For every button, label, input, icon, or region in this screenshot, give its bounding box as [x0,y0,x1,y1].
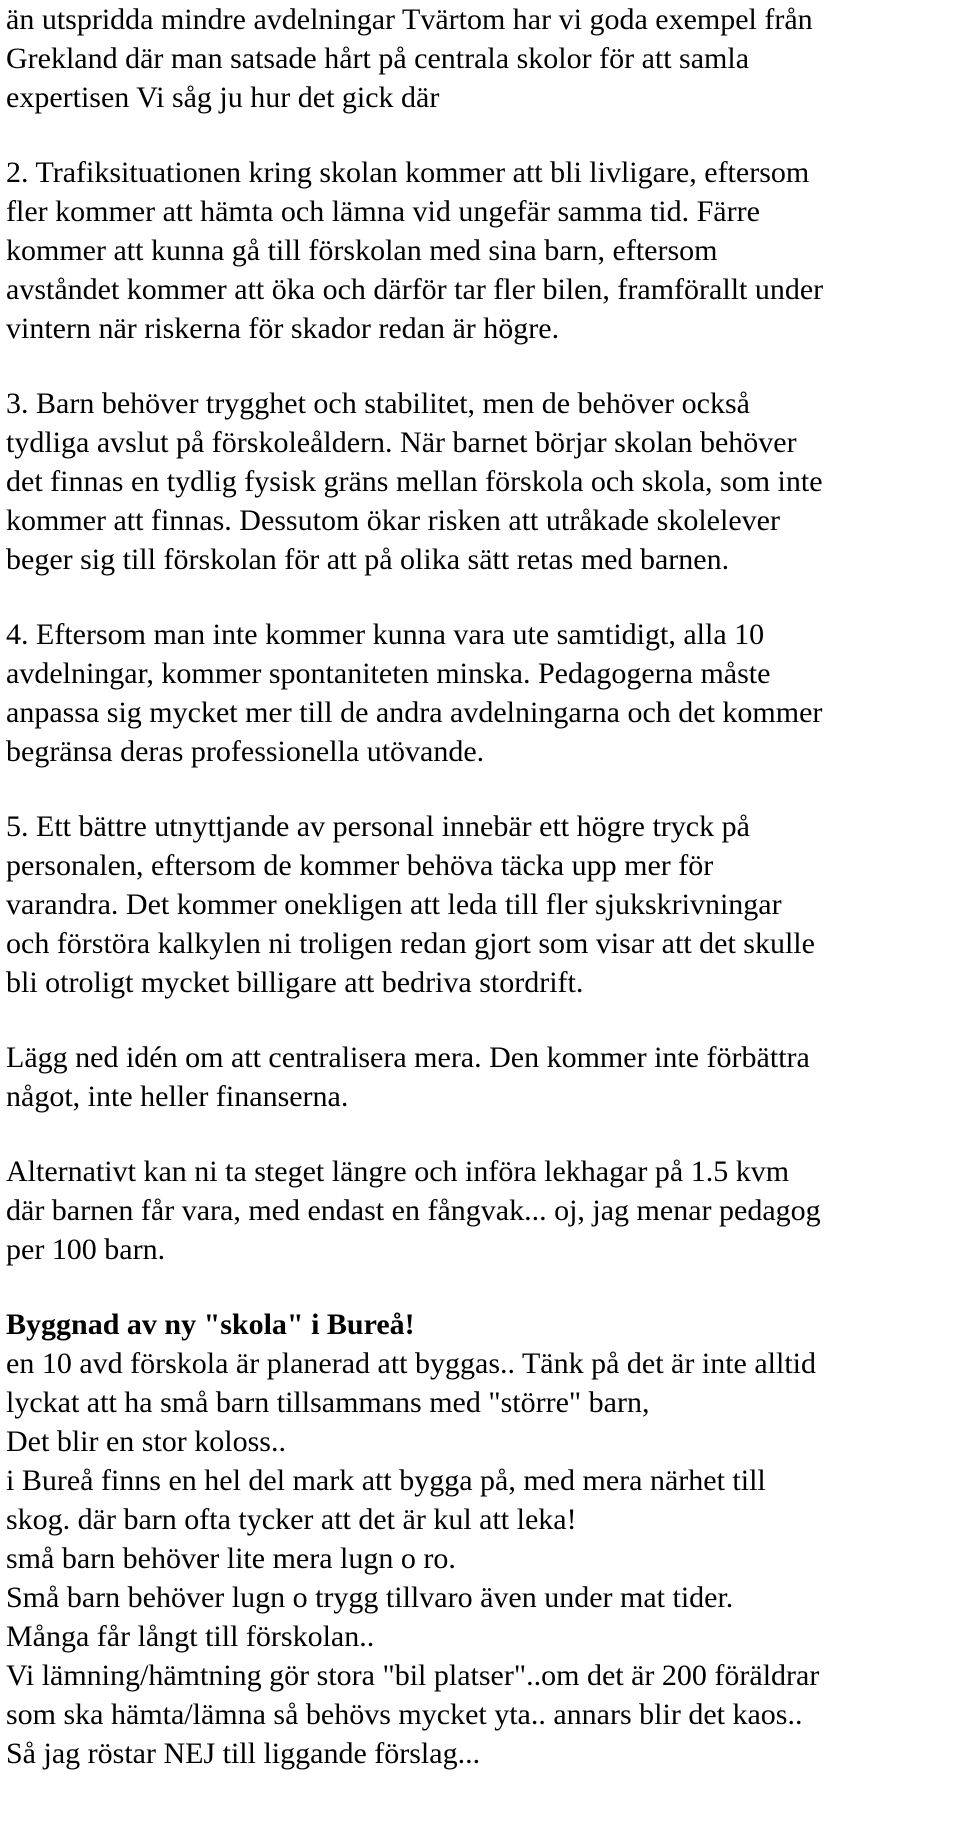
alternative-paragraph [6,1152,954,1269]
text-line: kommer att finnas. Dessutom ökar risken att utråkade skolelever [6,504,780,537]
point-3-paragraph [6,384,954,579]
point-4-paragraph [6,615,954,771]
text-line: som ska hämta/lämna så behövs mycket yta.. annars blir det kaos.. [6,1698,803,1731]
text-line: Alternativt kan ni ta steget längre och införa lekhagar på 1.5 kvm [6,1155,790,1188]
text-line: beger sig till förskolan för att på olika sätt retas med barnen. [6,543,730,576]
document-page [6,0,954,1773]
text-line: 4. Eftersom man inte kommer kunna vara ute samtidigt, alla 10 [6,618,765,651]
paragraph-spacer [6,579,954,615]
text-line: skog. där barn ofta tycker att det är kul att leka! [6,1503,577,1536]
text-line: Grekland där man satsade hårt på centrala skolor för att samla [6,42,750,75]
text-line: det finnas en tydlig fysisk gräns mellan förskola och skola, som inte [6,465,823,498]
text-line: tydliga avslut på förskoleåldern. När barnet börjar skolan behöver [6,426,797,459]
text-line: och förstöra kalkylen ni troligen redan gjort som visar att det skulle [6,927,815,960]
text-line: varandra. Det kommer onekligen att leda till fler sjukskrivningar [6,888,782,921]
paragraph-spacer [6,1002,954,1038]
text-line: Lägg ned idén om att centralisera mera. Den kommer inte förbättra [6,1041,810,1074]
text-line: 5. Ett bättre utnyttjande av personal innebär ett högre tryck på [6,810,750,843]
paragraph-spacer [6,1269,954,1305]
text-line: vintern när riskerna för skador redan är högre. [6,312,560,345]
text-line: expertisen Vi såg ju hur det gick där [6,81,440,114]
text-line: begränsa deras professionella utövande. [6,735,485,768]
text-line: anpassa sig mycket mer till de andra avdelningarna och det kommer [6,696,823,729]
second-comment [6,1305,954,1773]
paragraph-spacer [6,117,954,153]
text-line: avdelningar, kommer spontaniteten minska. Pedagogerna måste [6,657,771,690]
comment-heading: Byggnad av ny "skola" i Bureå! [6,1308,415,1341]
conclusion-paragraph [6,1038,954,1116]
text-line: kommer att kunna gå till förskolan med sina barn, eftersom [6,234,718,267]
text-line: små barn behöver lite mera lugn o ro. [6,1542,456,1575]
text-line: avståndet kommer att öka och därför tar fler bilen, framförallt under [6,273,824,306]
text-line: Så jag röstar NEJ till liggande förslag... [6,1737,481,1770]
text-line: där barnen får vara, med endast en fångvak... oj, jag menar pedagog [6,1194,821,1227]
text-line: Små barn behöver lugn o trygg tillvaro även under mat tider. [6,1581,734,1614]
paragraph-spacer [6,348,954,384]
text-line: bli otroligt mycket billigare att bedriva stordrift. [6,966,584,999]
text-line: per 100 barn. [6,1233,166,1266]
point-5-paragraph [6,807,954,1002]
text-line: Vi lämning/hämtning gör stora "bil platser"..om det är 200 föräldrar [6,1659,820,1692]
paragraph-spacer [6,771,954,807]
text-line: fler kommer att hämta och lämna vid ungefär samma tid. Färre [6,195,760,228]
text-line: lyckat att ha små barn tillsammans med "större" barn, [6,1386,650,1419]
text-line: i Bureå finns en hel del mark att bygga på, med mera närhet till [6,1464,766,1497]
text-line: något, inte heller finanserna. [6,1080,349,1113]
intro-paragraph [6,0,954,117]
text-line: 2. Trafiksituationen kring skolan kommer att bli livligare, eftersom [6,156,810,189]
text-line: 3. Barn behöver trygghet och stabilitet, men de behöver också [6,387,750,420]
text-line: än utspridda mindre avdelningar Tvärtom har vi goda exempel från [6,3,813,36]
text-line: en 10 avd förskola är planerad att byggas.. Tänk på det är inte alltid [6,1347,816,1380]
text-line: personalen, eftersom de kommer behöva täcka upp mer för [6,849,714,882]
text-line: Det blir en stor koloss.. [6,1425,286,1458]
text-line: Många får långt till förskolan.. [6,1620,375,1653]
paragraph-spacer [6,1116,954,1152]
point-2-paragraph [6,153,954,348]
